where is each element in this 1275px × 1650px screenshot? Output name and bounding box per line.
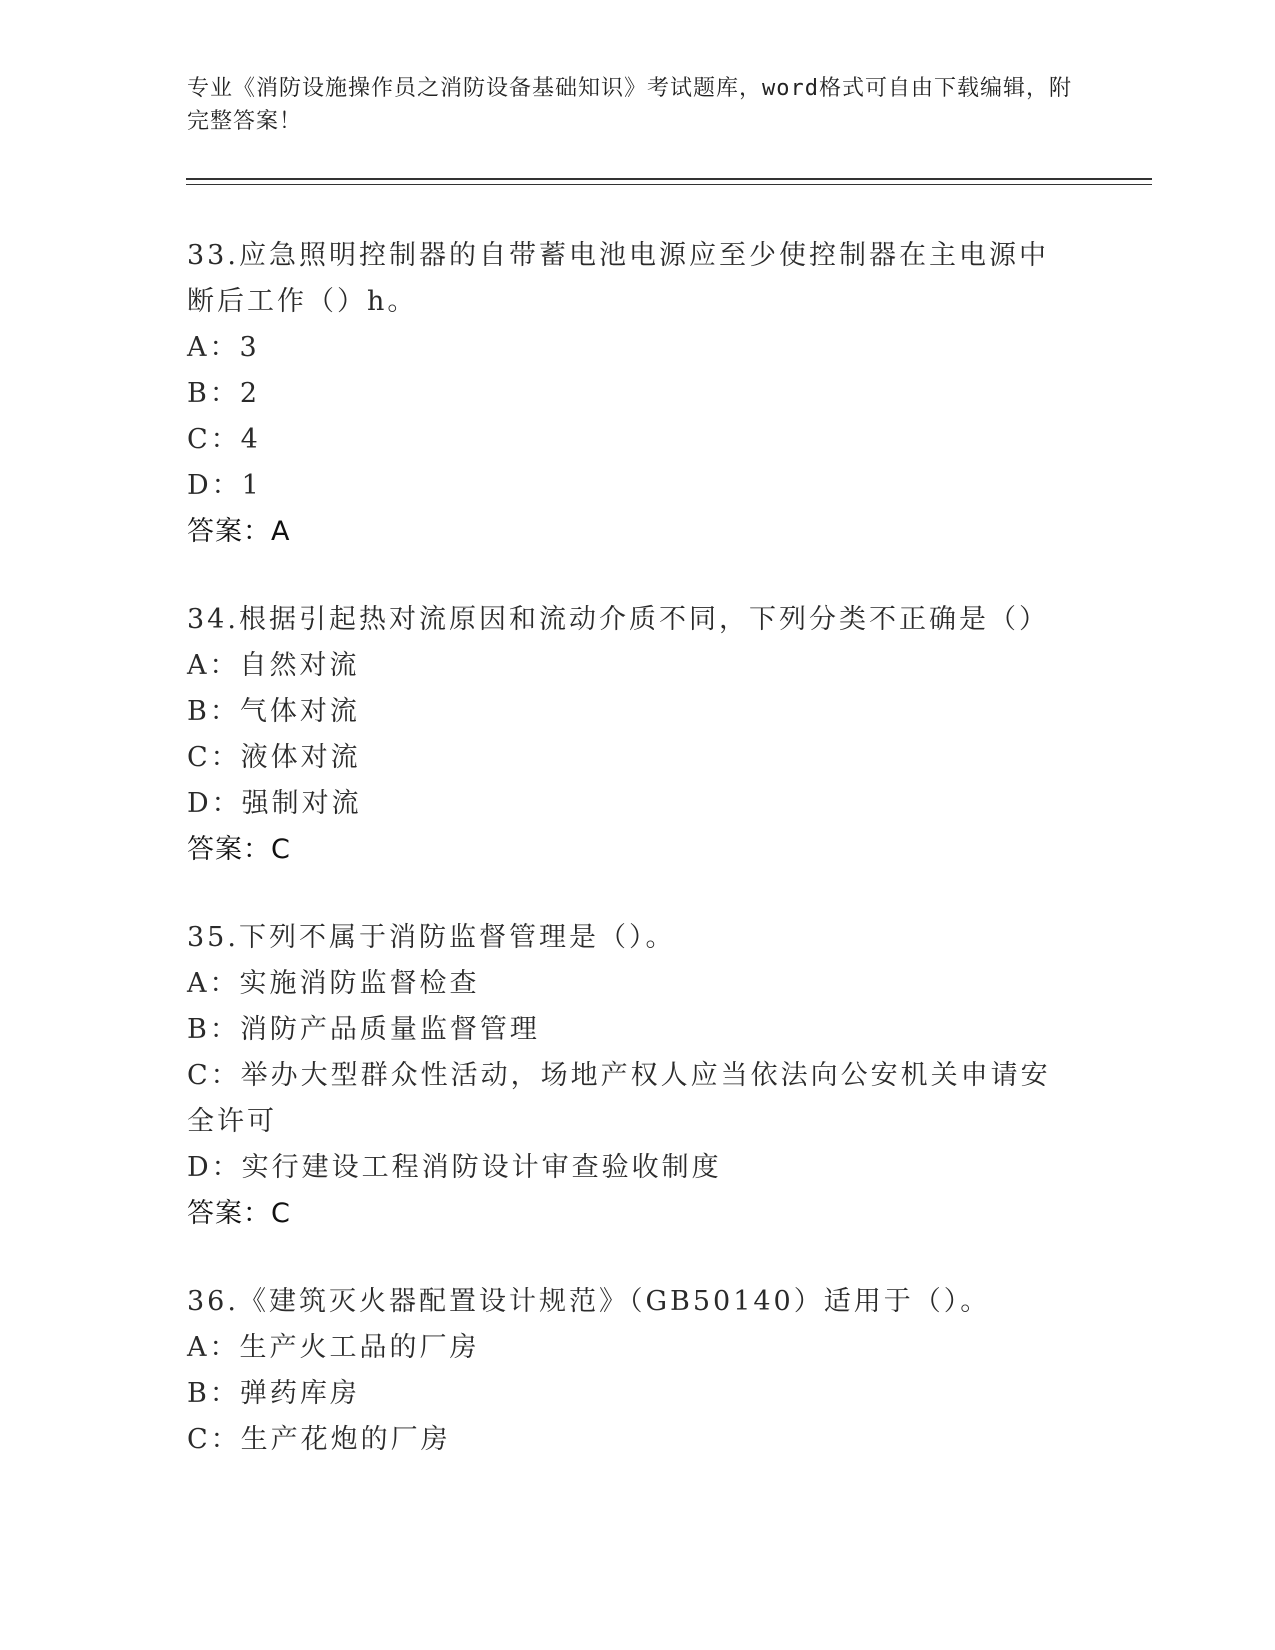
option-a: A：生产火工品的厂房: [187, 1332, 480, 1363]
option-c: C：液体对流: [187, 742, 361, 773]
option-c: C：举办大型群众性活动，场地产权人应当依法向公安机关申请安全许可: [187, 1060, 1051, 1137]
answer-line: 答案：C: [187, 1198, 291, 1229]
answer-line: 答案：C: [187, 834, 291, 865]
option-a: A：自然对流: [187, 650, 360, 681]
option-b: B：消防产品质量监督管理: [187, 1014, 540, 1045]
answer-line: 答案：A: [187, 516, 291, 547]
question-list: [187, 233, 1067, 1505]
option-a: A：3: [187, 332, 260, 363]
header-intro: 专业《消防设施操作员之消防设备基础知识》考试题库，word格式可自由下载编辑，附完整答案！: [187, 76, 1072, 134]
header-divider-thick: [186, 178, 1152, 180]
question-33: [187, 233, 1067, 555]
question-stem: 35.下列不属于消防监督管理是（）。: [187, 922, 676, 953]
question-36: [187, 1279, 1067, 1463]
option-c: C：生产花炮的厂房: [187, 1424, 451, 1455]
option-d: D：强制对流: [187, 788, 362, 819]
option-d: D：实行建设工程消防设计审查验收制度: [187, 1152, 722, 1183]
option-b: B：气体对流: [187, 696, 360, 727]
header-divider-thin: [186, 184, 1152, 185]
option-b: B：2: [187, 378, 261, 409]
question-stem: 33.应急照明控制器的自带蓄电池电源应至少使控制器在主电源中断后工作（）h。: [187, 240, 1049, 317]
question-stem: 34.根据引起热对流原因和流动介质不同，下列分类不正确是（）: [187, 604, 1049, 635]
option-d: D：1: [187, 470, 262, 501]
question-35: [187, 915, 1067, 1237]
question-stem: 36.《建筑灭火器配置设计规范》（GB50140）适用于（）。: [187, 1286, 991, 1317]
option-c: C：4: [187, 424, 261, 455]
question-34: [187, 597, 1067, 873]
option-a: A：实施消防监督检查: [187, 968, 480, 999]
option-b: B：弹药库房: [187, 1378, 360, 1409]
